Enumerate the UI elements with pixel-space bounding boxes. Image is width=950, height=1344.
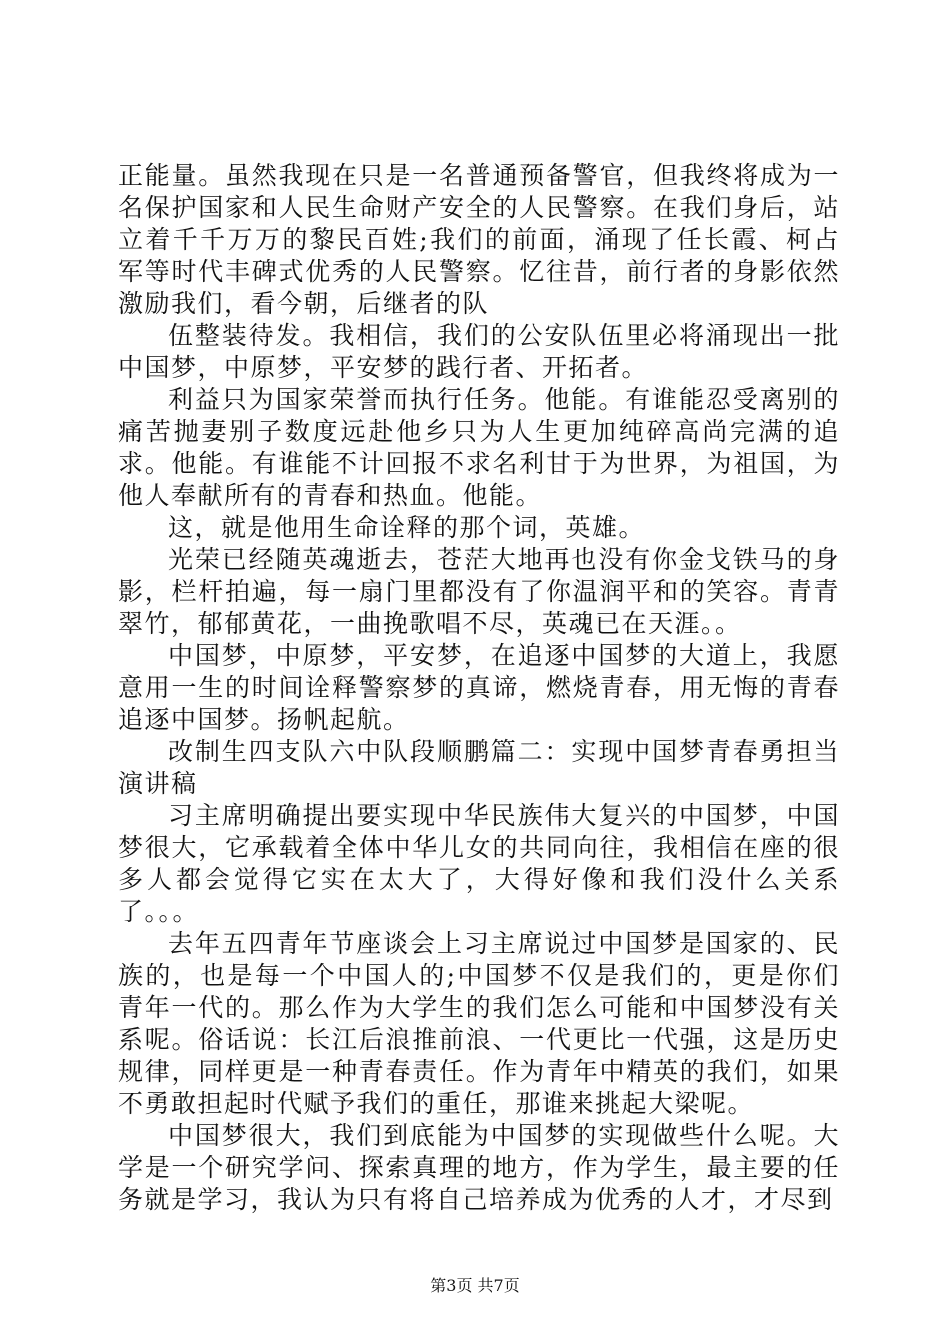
paragraph-6: 中国梦，中原梦，平安梦，在追逐中国梦的大道上，我愿意用一生的时间诠释警察梦的真谛，燃烧青春，用无悔的青春追逐中国梦。扬帆起航。 xyxy=(118,641,840,734)
page-number-footer: 第3页 共7页 xyxy=(430,1276,520,1295)
section-heading: 改制生四支队六中队段顺鹏篇二：实现中国梦青春勇担当演讲稿 xyxy=(118,737,840,798)
paragraph-9: 中国梦很大，我们到底能为中国梦的实现做些什么呢。大学是一个研究学问、探索真理的地方，作为学生，最主要的任务就是学习，我认为只有将自己培养成为优秀的人才，才尽到 xyxy=(118,1121,840,1214)
paragraph-3: 利益只为国家荣誉而执行任务。他能。有谁能忍受离别的痛苦抛妻别子数度远赴他乡只为人生更加纯碎高尚完满的追求。他能。有谁能不计回报不求名利甘于为世界，为祖国，为他人奉献所有的青春和热血。他能。 xyxy=(118,385,840,510)
paragraph-7: 习主席明确提出要实现中华民族伟大复兴的中国梦，中国梦很大，它承载着全体中华儿女的共同向往，我相信在座的很多人都会觉得它实在太大了，大得好像和我们没什么关系了。。。 xyxy=(118,801,840,926)
paragraph-5: 光荣已经随英魂逝去，苍茫大地再也没有你金戈铁马的身影，栏杆拍遍，每一扇门里都没有了你温润平和的笑容。青青翠竹，郁郁黄花，一曲挽歌唱不尽，英魂已在天涯。。 xyxy=(118,545,840,638)
document-body xyxy=(118,160,840,1216)
paragraph-1: 正能量。虽然我现在只是一名普通预备警官，但我终将成为一名保护国家和人民生命财产安全的人民警察。在我们身后，站立着千千万万的黎民百姓;我们的前面，涌现了任长霞、柯占军等时代丰碑式优秀的人民警察。忆往昔，前行者的身影依然激励我们，看今朝，后继者的队 xyxy=(118,161,840,318)
paragraph-2: 伍整装待发。我相信，我们的公安队伍里必将涌现出一批中国梦，中原梦，平安梦的践行者、开拓者。 xyxy=(118,321,840,382)
paragraph-8: 去年五四青年节座谈会上习主席说过中国梦是国家的、民族的，也是每一个中国人的;中国梦不仅是我们的，更是你们青年一代的。那么作为大学生的我们怎么可能和中国梦没有关系呢。俗话说：长江后浪推前浪、一代更比一代强，这是历史规律，同样更是一种青春责任。作为青年中精英的我们，如果不勇敢担起时代赋予我们的重任，那谁来挑起大梁呢。 xyxy=(118,929,840,1118)
paragraph-4: 这，就是他用生命诠释的那个词，英雄。 xyxy=(168,513,646,542)
